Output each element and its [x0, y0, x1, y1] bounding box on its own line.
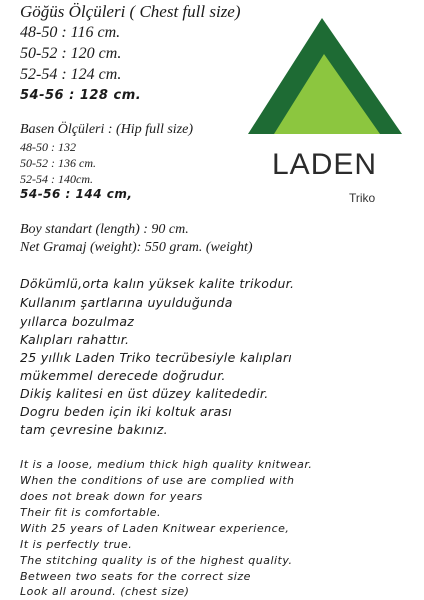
- english-description-line: With 25 years of Laden Knitwear experience,: [20, 522, 290, 535]
- turkish-description-line: mükemmel derecede doğrudur.: [20, 368, 226, 383]
- turkish-description-line: 25 yıllık Laden Triko tecrübesiyle kalıpları: [20, 350, 293, 365]
- english-description-line: It is a loose, medium thick high quality knitwear.: [20, 458, 313, 471]
- english-description-line: Between two seats for the correct size: [20, 570, 251, 583]
- weight-spec: Net Gramaj (weight): 550 gram. (weight): [20, 240, 253, 255]
- logo-brand-text: LADEN: [272, 148, 378, 181]
- hip-size-line: 50-52 : 136 cm.: [20, 156, 96, 170]
- chest-size-line: 52-54 : 124 cm.: [20, 66, 122, 83]
- turkish-description-line: Dikiş kalitesi en üst düzey kalitededir.: [20, 386, 269, 401]
- length-spec: Boy standart (length) : 90 cm.: [20, 222, 189, 237]
- logo-sub-text: Triko: [349, 191, 376, 205]
- english-description-line: It is perfectly true.: [20, 538, 133, 551]
- english-description-line: Look all around. (chest size): [20, 585, 190, 598]
- hip-size-line: 48-50 : 132: [20, 140, 76, 154]
- hip-size-title: Basen Ölçüleri : (Hip full size): [20, 122, 194, 137]
- hip-size-line: 52-54 : 140cm.: [20, 172, 93, 186]
- turkish-description-line: yıllarca bozulmaz: [20, 314, 135, 329]
- english-description-line: The stitching quality is of the highest quality.: [20, 554, 293, 567]
- turkish-description-line: Kullanım şartlarına uyulduğunda: [20, 295, 233, 310]
- english-description-line: does not break down for years: [20, 490, 203, 503]
- laden-logo: [230, 2, 420, 222]
- english-description-line: Their fit is comfortable.: [20, 506, 162, 519]
- chest-size-title: Göğüs Ölçüleri ( Chest full size): [20, 2, 241, 21]
- turkish-description-line: tam çevresine bakınız.: [20, 422, 168, 437]
- hip-size-line: 54-56 : 144 cm,: [20, 187, 133, 201]
- turkish-description-line: Dogru beden için iki koltuk arası: [20, 404, 232, 419]
- english-description-line: When the conditions of use are complied with: [20, 474, 295, 487]
- chest-size-line: 50-52 : 120 cm.: [20, 45, 122, 62]
- turkish-description-line: Dökümlü,orta kalın yüksek kalite trikodur.: [20, 276, 295, 291]
- turkish-description-line: Kalıpları rahattır.: [20, 332, 130, 347]
- chest-size-line: 54-56 : 128 cm.: [20, 88, 142, 103]
- chest-size-line: 48-50 : 116 cm.: [20, 24, 121, 41]
